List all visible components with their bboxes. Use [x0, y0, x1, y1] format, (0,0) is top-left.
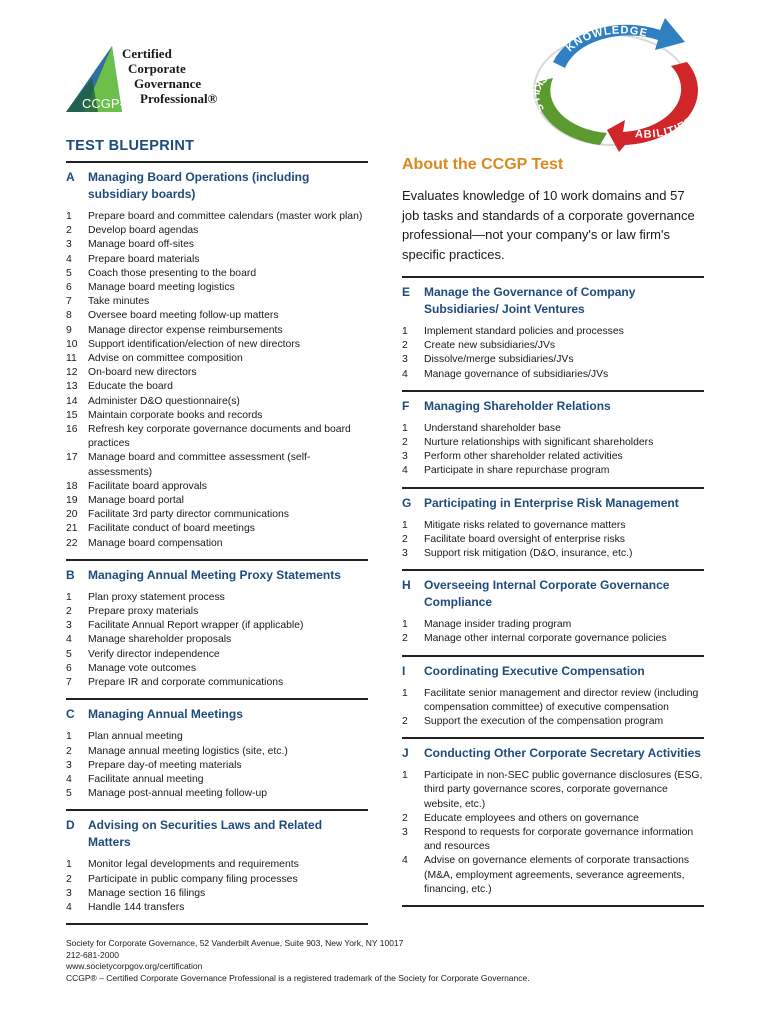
section-letter: I: [402, 663, 406, 678]
task-list: [66, 591, 368, 698]
section-c: [66, 698, 368, 809]
task-text: Manage vote outcomes: [88, 662, 197, 674]
task-item: [66, 210, 368, 224]
task-text: Create new subsidiaries/JVs: [424, 340, 556, 352]
task-number: 2: [402, 633, 408, 645]
knowledge-label: KNOWLEDGE: [563, 24, 650, 55]
section-title: Managing Annual Meetings: [88, 707, 243, 722]
task-number: 3: [402, 548, 408, 560]
task-item: [66, 309, 368, 323]
task-number: 1: [402, 422, 408, 434]
task-item: [66, 423, 368, 451]
section-letter: D: [66, 818, 75, 833]
task-text: Educate employees and others on governance: [424, 812, 639, 824]
task-item: [402, 339, 704, 353]
task-text: Manage post-annual meeting follow-up: [88, 788, 268, 800]
section-letter: F: [402, 398, 410, 413]
task-text: Educate the board: [88, 381, 173, 393]
about-title: About the CCGP Test: [402, 156, 564, 173]
task-list: [66, 858, 368, 923]
task-list: [402, 618, 704, 654]
blueprint-title: TEST BLUEPRINT: [66, 138, 195, 154]
task-item: [402, 450, 704, 464]
task-number: 17: [66, 452, 78, 464]
task-item: [66, 380, 368, 394]
section-header: [402, 392, 704, 422]
task-number: 1: [402, 519, 408, 531]
abilities-label: ABILITIES: [634, 115, 696, 141]
task-number: 1: [66, 591, 72, 603]
section-letter: E: [402, 285, 411, 299]
task-item: [402, 325, 704, 339]
task-item: [402, 826, 704, 854]
task-item: [402, 618, 704, 632]
task-number: 22: [66, 537, 78, 549]
section-g: [402, 487, 704, 570]
section-f: [402, 390, 704, 487]
task-item: [66, 224, 368, 238]
task-number: 4: [66, 634, 72, 646]
task-item: [66, 508, 368, 522]
section-h: [402, 569, 704, 654]
task-number: 12: [66, 367, 78, 379]
task-item: [66, 648, 368, 662]
task-number: 3: [66, 239, 72, 251]
section-title: Participating in Enterprise Risk Management: [424, 495, 679, 510]
footer-trademark: CCGP® – Certified Corporate Governance Professional is a registered trademark of the Society for Corporate Governance.: [66, 972, 530, 983]
footer-phone: 212-681-2000: [66, 949, 119, 960]
task-text: Maintain corporate books and records: [88, 409, 263, 421]
task-item: [66, 605, 368, 619]
task-text: Handle 144 transfers: [88, 901, 185, 913]
logo-line-1: Certified: [122, 46, 172, 61]
task-text: Participate in public company filing processes: [88, 873, 298, 885]
task-number: 20: [66, 509, 78, 521]
task-text: Facilitate board oversight of enterprise risks: [424, 533, 625, 545]
task-number: 7: [66, 677, 72, 689]
task-text: Prepare IR and corporate communications: [88, 677, 284, 689]
task-item: [402, 519, 704, 533]
task-text: Mitigate risks related to governance matters: [424, 519, 626, 531]
task-text: Manage other internal corporate governance policies: [424, 633, 667, 645]
task-item: [66, 676, 368, 690]
task-number: 6: [66, 282, 72, 294]
task-item: [66, 238, 368, 252]
task-number: 4: [66, 253, 72, 265]
task-text: Manage board and committee assessment (self-assessments): [88, 452, 311, 478]
task-text: Participate in non-SEC public governance disclosures (ESG, third party governance scores, corporate governance website, etc.): [424, 770, 703, 810]
task-number: 5: [66, 788, 72, 800]
task-list: [402, 769, 704, 905]
task-number: 16: [66, 424, 78, 436]
task-number: 3: [402, 827, 408, 839]
task-number: 3: [66, 887, 72, 899]
task-text: On-board new directors: [88, 367, 197, 379]
task-number: 2: [402, 812, 408, 824]
task-item: [66, 451, 368, 479]
cycle-arrows-icon: [515, 12, 705, 152]
logo-line-4: Professional®: [140, 91, 218, 106]
section-letter: A: [66, 170, 75, 184]
task-text: Oversee board meeting follow-up matters: [88, 310, 279, 322]
task-item: [402, 812, 704, 826]
about-text: Evaluates knowledge of 10 work domains and 57 job tasks and standards of a corporate governance professional—not your company's or law firm's specific practices.: [402, 188, 695, 262]
task-text: Manage governance of subsidiaries/JVs: [424, 368, 609, 380]
task-text: Facilitate Annual Report wrapper (if applicable): [88, 620, 304, 632]
section-title: Overseeing Internal Corporate Governance Compliance: [424, 578, 670, 610]
section-header: [66, 700, 368, 730]
task-number: 2: [66, 606, 72, 618]
svg-text:KNOWLEDGE: [564, 24, 649, 54]
task-list: [66, 210, 368, 559]
task-number: 10: [66, 338, 78, 350]
task-list: [402, 519, 704, 570]
task-text: Understand shareholder base: [424, 422, 561, 434]
task-number: 19: [66, 495, 78, 507]
right-sections: [402, 276, 704, 905]
section-title: Advising on Securities Laws and Related Matters: [88, 818, 323, 850]
task-item: [66, 338, 368, 352]
task-number: 2: [66, 745, 72, 757]
task-text: Prepare board materials: [88, 253, 200, 265]
task-item: [402, 353, 704, 367]
task-item: [66, 591, 368, 605]
task-number: 2: [66, 873, 72, 885]
task-item: [402, 854, 704, 897]
task-item: [66, 759, 368, 773]
task-text: Implement standard policies and processes: [424, 326, 624, 337]
section-header: [66, 561, 368, 591]
task-number: 2: [402, 437, 408, 449]
task-text: Plan proxy statement process: [88, 591, 225, 603]
task-item: [66, 352, 368, 366]
task-text: Take minutes: [88, 296, 150, 308]
task-text: Facilitate board approvals: [88, 480, 207, 492]
task-text: Advise on committee composition: [88, 353, 243, 365]
task-item: [66, 619, 368, 633]
task-text: Develop board agendas: [88, 225, 199, 237]
task-item: [66, 858, 368, 872]
task-text: Respond to requests for corporate governance information and resources: [424, 827, 694, 853]
task-number: 9: [66, 324, 72, 336]
task-number: 4: [402, 465, 408, 477]
task-item: [66, 395, 368, 409]
section-letter: G: [402, 495, 412, 510]
task-number: 5: [66, 267, 72, 279]
task-text: Advise on governance elements of corporate transactions (M&A, employment agreements, severance agreements, financing, etc.): [424, 855, 690, 895]
task-item: [402, 533, 704, 547]
skills-label: SKILLS: [528, 71, 550, 116]
task-text: Nurture relationships with significant shareholders: [424, 437, 654, 449]
section-e: [402, 276, 704, 390]
task-item: [402, 687, 704, 715]
task-item: [66, 537, 368, 551]
task-item: [402, 422, 704, 436]
section-header: [66, 811, 368, 858]
task-number: 4: [402, 368, 408, 380]
task-item: [66, 887, 368, 901]
task-number: 1: [66, 859, 72, 871]
task-text: Prepare proxy materials: [88, 606, 199, 618]
task-list: [402, 687, 704, 738]
right-column: [402, 156, 704, 907]
footer-address: Society for Corporate Governance, 52 Vanderbilt Avenue, Suite 903, New York, NY 10017: [66, 938, 404, 948]
task-number: 2: [402, 340, 408, 352]
section-header: [66, 163, 368, 210]
task-number: 15: [66, 409, 78, 421]
task-item: [402, 368, 704, 382]
section-title: Manage the Governance of Company Subsidiaries/ Joint Ventures: [424, 285, 636, 316]
task-item: [66, 281, 368, 295]
task-item: [66, 745, 368, 759]
section-title: Coordinating Executive Compensation: [424, 663, 645, 678]
task-number: 14: [66, 395, 78, 407]
section-letter: H: [402, 578, 411, 593]
task-item: [402, 436, 704, 450]
task-text: Facilitate 3rd party director communications: [88, 509, 289, 521]
task-text: Administer D&O questionnaire(s): [88, 395, 240, 407]
section-header: [402, 739, 704, 769]
task-text: Manage board meeting logistics: [88, 282, 235, 294]
task-item: [66, 522, 368, 536]
task-text: Manage board off-sites: [88, 239, 195, 251]
task-text: Perform other shareholder related activities: [424, 451, 623, 463]
task-item: [402, 547, 704, 561]
section-title: Managing Shareholder Relations: [424, 398, 611, 413]
task-number: 3: [66, 759, 72, 771]
task-number: 4: [66, 773, 72, 785]
task-item: [66, 730, 368, 744]
section-title: Managing Board Operations (including subsidiary boards): [88, 170, 310, 201]
task-text: Manage insider trading program: [424, 619, 572, 631]
ccgp-logo: [62, 42, 262, 116]
task-list: [402, 422, 704, 487]
section-i: [402, 655, 704, 738]
task-list: [402, 325, 704, 390]
footer: [66, 938, 706, 984]
logo-line-3: Governance: [134, 76, 202, 91]
task-number: 1: [402, 326, 408, 337]
task-number: 3: [402, 451, 408, 463]
section-j: [402, 737, 704, 905]
logo-line-2: Corporate: [128, 61, 186, 76]
task-item: [66, 366, 368, 380]
task-number: 11: [66, 353, 77, 365]
section-letter: J: [402, 746, 409, 761]
task-number: 8: [66, 310, 72, 322]
task-text: Support risk mitigation (D&O, insurance, etc.): [424, 548, 633, 560]
task-item: [66, 409, 368, 423]
task-number: 4: [402, 855, 408, 867]
task-text: Prepare day-of meeting materials: [88, 759, 242, 771]
task-number: 1: [66, 731, 72, 743]
task-number: 4: [66, 901, 72, 913]
task-item: [66, 295, 368, 309]
task-number: 2: [66, 225, 72, 237]
section-letter: B: [66, 567, 75, 582]
task-list: [66, 730, 368, 809]
task-item: [66, 662, 368, 676]
task-item: [402, 632, 704, 646]
task-item: [66, 494, 368, 508]
section-header: [402, 278, 704, 325]
task-text: Facilitate conduct of board meetings: [88, 523, 255, 535]
section-letter: C: [66, 707, 75, 722]
section-header: [402, 571, 704, 618]
task-item: [402, 769, 704, 812]
task-text: Participate in share repurchase program: [424, 465, 610, 477]
task-text: Manage board compensation: [88, 537, 223, 549]
task-number: 6: [66, 662, 72, 674]
knowledge-skills-abilities-graphic: [515, 12, 705, 152]
task-text: Dissolve/merge subsidiaries/JVs: [424, 354, 574, 366]
task-item: [66, 480, 368, 494]
section-header: [402, 657, 704, 687]
task-number: 2: [402, 716, 408, 728]
task-text: Support the execution of the compensation program: [424, 716, 664, 728]
task-item: [66, 633, 368, 647]
left-column-divider: [66, 923, 368, 925]
task-text: Plan annual meeting: [88, 731, 183, 743]
footer-url[interactable]: www.societycorpgov.org/certification: [66, 961, 203, 971]
task-number: 1: [402, 619, 408, 631]
task-text: Verify director independence: [88, 648, 220, 660]
section-d: [66, 809, 368, 923]
task-text: Prepare board and committee calendars (master work plan): [88, 211, 363, 222]
task-text: Manage director expense reimbursements: [88, 324, 283, 336]
section-header: [402, 489, 704, 519]
task-text: Support identification/election of new directors: [88, 338, 300, 350]
task-number: 2: [402, 533, 408, 545]
left-sections: [66, 161, 368, 923]
logo-abbrev: CCGP-: [82, 96, 124, 111]
task-item: [66, 324, 368, 338]
left-column: [66, 138, 368, 925]
task-item: [66, 773, 368, 787]
task-number: 3: [402, 354, 408, 366]
section-a: [66, 161, 368, 559]
section-title: Conducting Other Corporate Secretary Activities: [424, 746, 701, 761]
task-text: Manage annual meeting logistics (site, etc.): [88, 745, 288, 757]
task-text: Manage shareholder proposals: [88, 634, 232, 646]
task-number: 3: [66, 620, 72, 632]
task-text: Coach those presenting to the board: [88, 267, 257, 279]
section-b: [66, 559, 368, 698]
task-item: [66, 267, 368, 281]
section-title: Managing Annual Meeting Proxy Statements: [88, 567, 341, 582]
task-number: 5: [66, 648, 72, 660]
task-number: 1: [402, 770, 408, 782]
task-text: Facilitate senior management and director review (including compensation committee) of executive compensation: [424, 687, 699, 713]
task-text: Refresh key corporate governance documents and board practices: [88, 424, 351, 450]
task-number: 18: [66, 480, 78, 492]
task-item: [66, 253, 368, 267]
right-column-divider: [402, 905, 704, 907]
task-item: [66, 901, 368, 915]
task-number: 1: [402, 687, 408, 699]
task-number: 13: [66, 381, 78, 393]
task-text: Facilitate annual meeting: [88, 773, 204, 785]
task-item: [402, 464, 704, 478]
task-item: [66, 787, 368, 801]
task-text: Monitor legal developments and requirements: [88, 859, 299, 871]
task-text: Manage board portal: [88, 495, 184, 507]
task-item: [402, 715, 704, 729]
task-text: Manage section 16 filings: [88, 887, 206, 899]
task-number: 7: [66, 296, 72, 308]
task-item: [66, 873, 368, 887]
task-number: 21: [66, 523, 78, 535]
task-number: 1: [66, 211, 72, 222]
